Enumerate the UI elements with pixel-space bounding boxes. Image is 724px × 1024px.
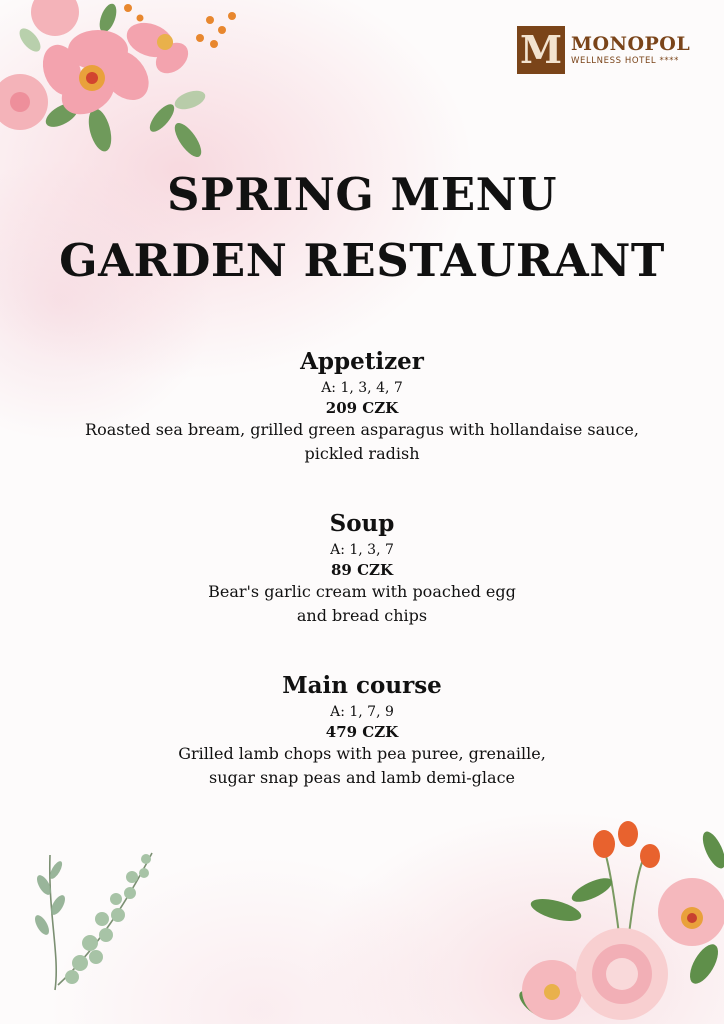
section-description: Bear's garlic cream with poached egg and bread chips — [208, 582, 516, 625]
section-allergens: A: 1, 3, 4, 7 — [321, 380, 403, 396]
restaurant-title: GARDEN RESTAURANT — [59, 234, 665, 287]
section-name: Main course — [282, 672, 442, 699]
logo-mark-icon: M — [517, 26, 565, 74]
section-soup — [0, 508, 724, 628]
hotel-logo — [517, 26, 690, 74]
section-allergens: A: 1, 3, 7 — [330, 542, 394, 558]
section-appetizer — [0, 346, 724, 466]
section-description: Roasted sea bream, grilled green asparagus with hollandaise sauce, pickled radish — [85, 420, 639, 463]
section-main-course — [0, 670, 724, 790]
section-price: 89 CZK — [330, 561, 394, 579]
section-price: 209 CZK — [325, 399, 399, 417]
section-price: 479 CZK — [325, 723, 399, 741]
logo-subtitle: WELLNESS HOTEL **** — [571, 56, 679, 66]
eucalyptus-sprig-icon — [20, 845, 170, 995]
floral-bouquet-bottom-right-icon — [504, 814, 724, 1024]
section-description: Grilled lamb chops with pea puree, grenaille, sugar snap peas and lamb demi-glace — [178, 744, 546, 787]
section-name: Appetizer — [300, 348, 424, 375]
logo-name: MONOPOL — [571, 33, 691, 55]
floral-bouquet-top-left-icon — [0, 0, 250, 175]
section-name: Soup — [329, 510, 395, 537]
section-allergens: A: 1, 7, 9 — [330, 704, 394, 720]
menu-title: SPRING MENU — [167, 168, 557, 221]
